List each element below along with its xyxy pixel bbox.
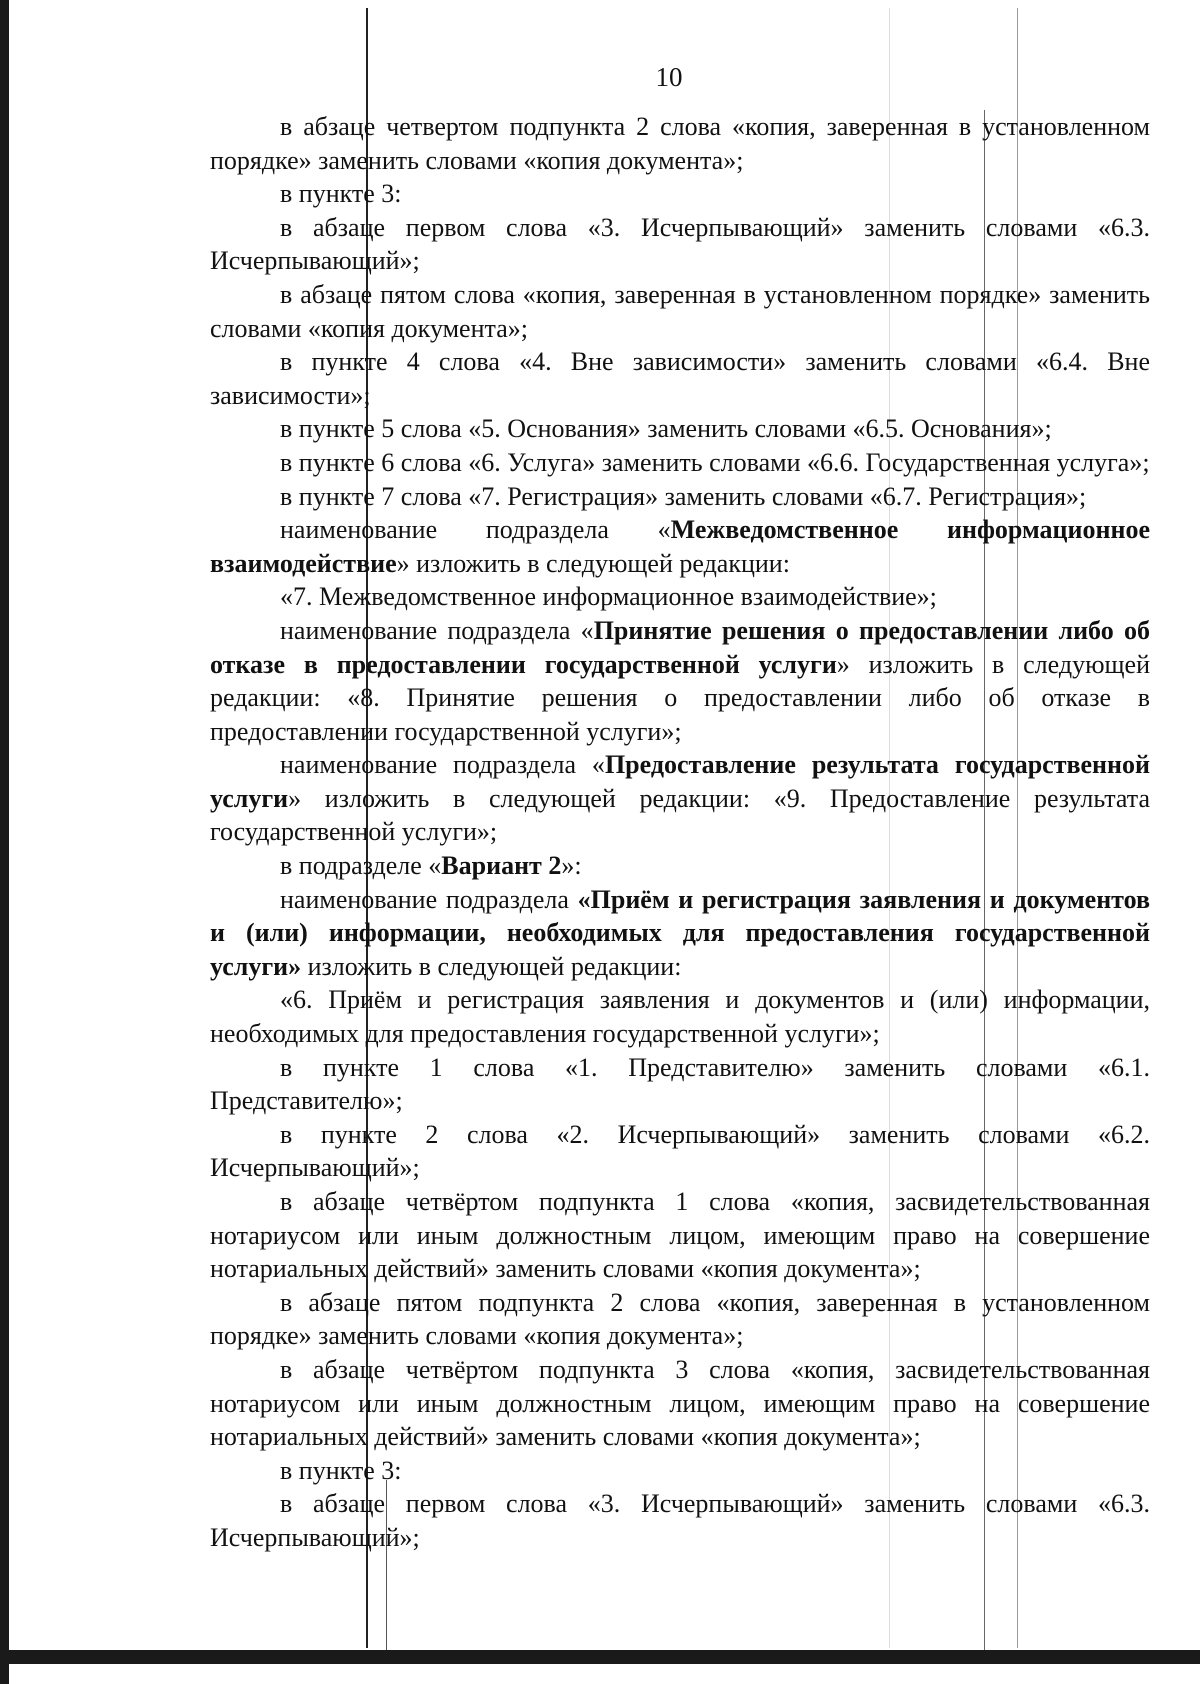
text-run: в абзаце первом слова «3. Исчерпывающий» заменить словами «6.3. Исчерпывающий»; (210, 212, 1150, 276)
text-run: в абзаце первом слова «3. Исчерпывающий» заменить словами «6.3. Исчерпывающий»; (210, 1489, 1150, 1552)
text-run: в абзаце пятом слова «копия, заверенная в установленном порядке» заменить словами «копия документа»; (210, 279, 1150, 343)
paragraph (210, 614, 1150, 748)
text-run: в абзаце пятом подпункта 2 слова «копия, заверенная в установленном порядке» заменить словами «копия документа»; (210, 1287, 1150, 1351)
text-run: в пункте 5 слова «5. Основания» заменить словами «6.5. Основания»; (280, 414, 1052, 444)
text-run: в пункте 3: (280, 1455, 402, 1485)
text-run: наименование подраздела « (280, 515, 671, 545)
paragraph (210, 1286, 1150, 1353)
text-run: в подразделе « (280, 851, 442, 881)
text-run: в абзаце четвёртом подпункта 1 слова «копия, засвидетельствованная нотариусом или иным должностным лицом, имеющим право на совершение нотариальных действий» заменить словами «копия документа»; (210, 1187, 1150, 1284)
scan-edge-bottom (0, 1650, 1200, 1664)
text-run: наименование подраздела (280, 884, 578, 914)
paragraph (210, 883, 1150, 984)
bold-text-run: Предоставление результата государственной услуги (210, 750, 1150, 813)
paragraph (210, 1353, 1150, 1454)
text-run: в пункте 6 слова «6. Услуга» заменить словами «6.6. Государственная услуга»; (280, 447, 1150, 477)
paragraph (210, 177, 1150, 211)
text-run: изложить в следующей редакции: (301, 951, 682, 981)
text-run: » изложить в следующей редакции: (396, 548, 790, 578)
paragraph (210, 1454, 1150, 1488)
paragraph (210, 1185, 1150, 1286)
bold-text-run: Межведомственное информационное взаимодействие (210, 515, 1150, 578)
bold-text-run: Принятие решения о предоставлении либо об отказе в предоставлении государственной услуги (210, 615, 1150, 679)
paragraph (210, 580, 1150, 614)
paragraph (210, 748, 1150, 849)
paragraph (210, 983, 1150, 1050)
bold-text-run: «Приём и регистрация заявления и документов и (или) информации, необходимых для предоставления государственной услуги» (210, 884, 1150, 981)
paragraph (210, 110, 1150, 177)
text-run: в пункте 1 слова «1. Представителю» заменить словами «6.1. Представителю»; (210, 1052, 1150, 1116)
paragraph (210, 345, 1150, 412)
paragraph (210, 278, 1150, 345)
text-run: наименование подраздела « (280, 615, 594, 645)
paragraph (210, 412, 1150, 446)
text-run: «7. Межведомственное информационное взаимодействие»; (280, 582, 937, 612)
scan-edge-left (0, 0, 9, 1684)
text-run: в пункте 2 слова «2. Исчерпывающий» заменить словами «6.2. Исчерпывающий»; (210, 1119, 1150, 1183)
paragraph (210, 1487, 1150, 1554)
text-run: в пункте 4 слова «4. Вне зависимости» заменить словами «6.4. Вне зависимости»; (210, 347, 1150, 410)
paragraph (210, 211, 1150, 278)
paragraph (210, 513, 1150, 580)
bold-text-run: Вариант 2 (441, 851, 562, 881)
text-run: в пункте 7 слова «7. Регистрация» заменить словами «6.7. Регистрация»; (280, 481, 1087, 511)
paragraph (210, 1118, 1150, 1185)
page-number: 10 (655, 62, 683, 92)
text-run: » изложить в следующей редакции: «9. Предоставление результата государственной услуги»; (210, 783, 1150, 847)
text-run: в абзаце четвёртом подпункта 3 слова «копия, засвидетельствованная нотариусом или иным должностным лицом, имеющим право на совершение нотариальных действий» заменить словами «копия документа»; (210, 1354, 1150, 1452)
paragraph (210, 480, 1150, 514)
text-run: » изложить в следующей редакции: «8. Принятие решения о предоставлении либо об отказе в предоставлении государственной услуги»; (210, 649, 1150, 746)
text-run: »: (561, 851, 582, 881)
document-body (210, 110, 1150, 1555)
text-run: наименование подраздела « (280, 750, 605, 780)
paragraph (210, 446, 1150, 480)
text-run: «6. Приём и регистрация заявления и документов и (или) информации, необходимых для предоставления государственной услуги»; (210, 985, 1150, 1049)
paragraph (210, 1051, 1150, 1118)
text-run: в абзаце четвертом подпункта 2 слова «копия, заверенная в установленном порядке» заменить словами «копия документа»; (210, 112, 1150, 175)
text-run: в пункте 3: (280, 179, 402, 209)
paragraph (210, 849, 1150, 883)
